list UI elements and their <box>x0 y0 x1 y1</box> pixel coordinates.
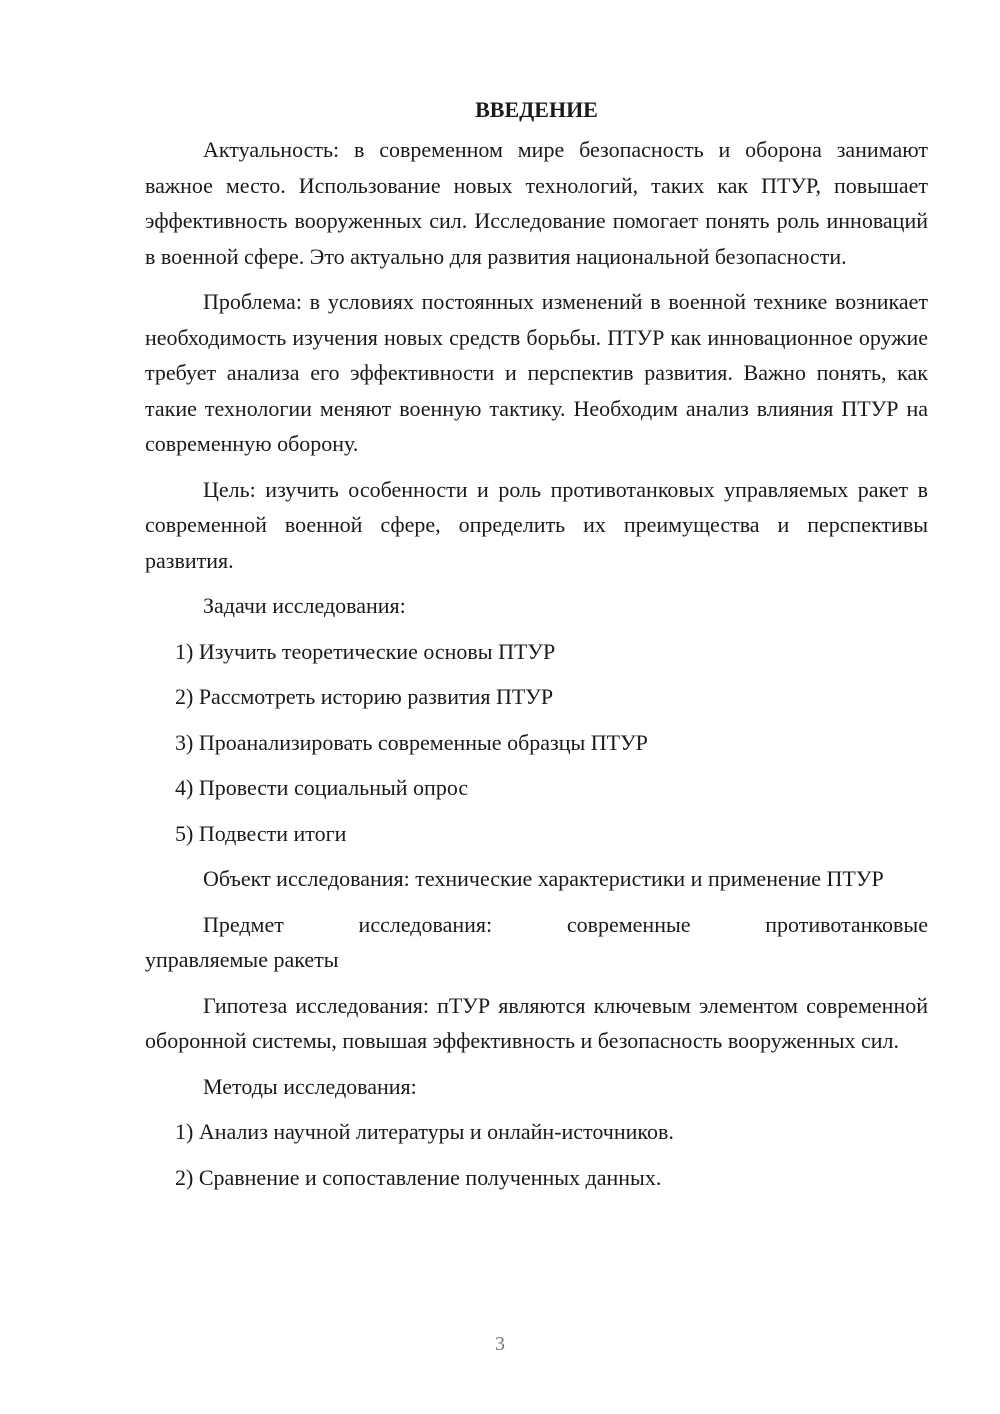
subject-continuation: управляемые ракеты <box>145 947 339 972</box>
subject-word: современные <box>566 911 691 937</box>
tasks-list <box>145 634 928 852</box>
list-item: 3) Проанализировать современные образцы ПТУР <box>175 729 648 755</box>
relevance-paragraph: Актуальность: в современном мире безопасность и оборона занимают важное место. Использование новых технологий, таких как ПТУР, повышает эффективность вооруженных сил. Исследование помогает понять роль инноваций в военной сфере. Это актуально для развития национальной безопасности. <box>145 137 928 269</box>
list-item: 1) Изучить теоретические основы ПТУР <box>175 638 556 664</box>
subject-word: Предмет <box>203 911 284 937</box>
section-title: ВВЕДЕНИЕ <box>475 97 598 122</box>
subject-word: исследования: <box>358 911 493 937</box>
tasks-heading: Задачи исследования: <box>203 593 406 618</box>
list-item: 4) Провести социальный опрос <box>175 775 469 800</box>
list-item: 2) Сравнение и сопоставление полученных данных. <box>175 1164 662 1190</box>
document-page <box>145 92 928 1205</box>
goal-paragraph: Цель: изучить особенности и роль противотанковых управляемых ракет в современной военной сфере, определить их преимущества и перспективы развития. <box>145 476 928 573</box>
subject-paragraph <box>145 907 928 978</box>
page-number: 3 <box>495 1333 505 1355</box>
list-item: 2) Рассмотреть историю развития ПТУР <box>175 684 554 709</box>
methods-heading: Методы исследования: <box>203 1073 417 1099</box>
methods-list <box>145 1114 928 1195</box>
subject-first-line <box>145 907 928 943</box>
object-paragraph: Объект исследования: технические характеристики и применение ПТУР <box>203 866 884 891</box>
list-item: 5) Подвести итоги <box>175 820 347 846</box>
hypothesis-paragraph: Гипотеза исследования: пТУР являются ключевым элементом современной оборонной системы, повышая эффективность и безопасность вооруженных сил. <box>145 992 928 1053</box>
list-item: 1) Анализ научной литературы и онлайн-источников. <box>175 1119 674 1144</box>
subject-word: противотанковые <box>765 911 928 937</box>
problem-paragraph: Проблема: в условиях постоянных изменений в военной технике возникает необходимость изучения новых средств борьбы. ПТУР как инновационное оружие требует анализа его эффективности и перспектив развития. Важно понять, как такие технологии меняют военную тактику. Необходим анализ влияния ПТУР на современную оборону. <box>145 289 928 456</box>
